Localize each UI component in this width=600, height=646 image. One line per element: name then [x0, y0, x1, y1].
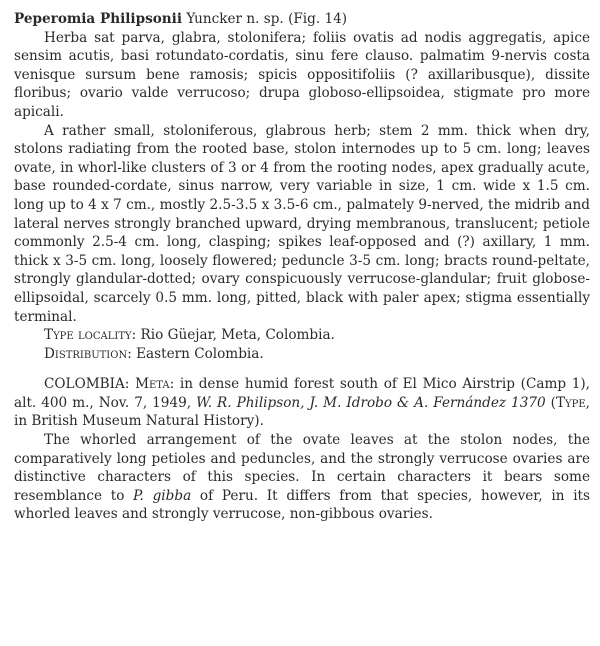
specimen-open-paren: ( — [545, 394, 556, 411]
specimen-citation — [14, 375, 590, 431]
discussion-text-1: The whorled arrangement of the ovate leaves at the stolon nodes, the comparatively long petioles and peduncles, and the strongly verrucose ovaries are distinctive characters of this species. In certain characters it bears some resemblance to — [14, 432, 590, 504]
english-description: A rather small, stoloniferous, glabrous herb; stem 2 mm. thick when dry, stolons radiating from the rooted base, stolon internodes up to 5 cm. long; leaves ovate, in whorl-like clusters of 3 or 4 from the rooting nodes, apex gradually acute, base rounded-cordate, sinus narrow, very variable in size, 1 cm. wide x 1.5 cm. long up to 4 x 7 cm., mostly 2.5-3.5 x 3.5-6 cm., palmately 9-nerved, the midrib and lateral nerves strongly branched upward, drying membranous, translucent; petiole commonly 2.5-4 cm. long, clasping; spikes leaf-opposed and (?) axillary, 1 mm. thick x 3-5 cm. long, loosely flowered; peduncle 3-5 cm. long; bracts round-peltate, strongly glandular-dotted; ovary conspicuously verrucose-glandular; fruit globose-ellipsoidal, scarcely 0.5 mm. long, pitted, black with paler apex; stigma essentially terminal. — [14, 122, 590, 325]
type-locality-value: Rio Güejar, Meta, Colombia. — [136, 327, 335, 344]
section-gap — [14, 363, 590, 375]
distribution-label: Distribution: — [44, 345, 132, 362]
species-heading — [14, 10, 590, 29]
type-locality-label: Type locality: — [44, 327, 137, 344]
latin-description: Herba sat parva, glabra, stolonifera; foliis ovatis ad nodis aggregatis, apice sensim acutis, basi rotundato-cordatis, sinu fere clauso. palmatim 9-nervis costa venisque sursum bene ramosis; spicis oppositifoliis (? axillaribusque), dissite floribus; ovario valde verrucoso; drupa globoso-ellipsoidea, stigmate pro more apicali. — [14, 29, 590, 120]
discussion-taxon: P. gibba — [133, 487, 192, 504]
species-name: Peperomia Philipsonii — [14, 11, 183, 27]
specimen-department: Meta — [135, 376, 170, 393]
specimen-locality: : in dense humid forest south of El Mico Airstrip (Camp 1), alt. 400 m., Nov. 7, 1949, — [14, 376, 590, 411]
specimen-sep: : — [124, 376, 136, 393]
specimen-collectors: W. R. Philipson, J. M. Idrobo & A. Fernández 1370 — [196, 394, 546, 411]
heading-author: Yuncker n. sp. (Fig. 14) — [182, 11, 348, 27]
discussion — [14, 431, 590, 524]
discussion-text-2: of Peru. It differs from that species, however, in its whorled leaves and strongly verrucose, non-gibbous ovaries. — [14, 487, 590, 523]
distribution — [14, 345, 590, 364]
specimen-type-label: Type — [555, 394, 586, 411]
type-locality — [14, 326, 590, 345]
specimen-type-tail: , in British Museum Natural History). — [14, 394, 590, 430]
distribution-value: Eastern Colombia. — [131, 345, 264, 362]
specimen-country: COLOMBIA — [44, 376, 125, 393]
